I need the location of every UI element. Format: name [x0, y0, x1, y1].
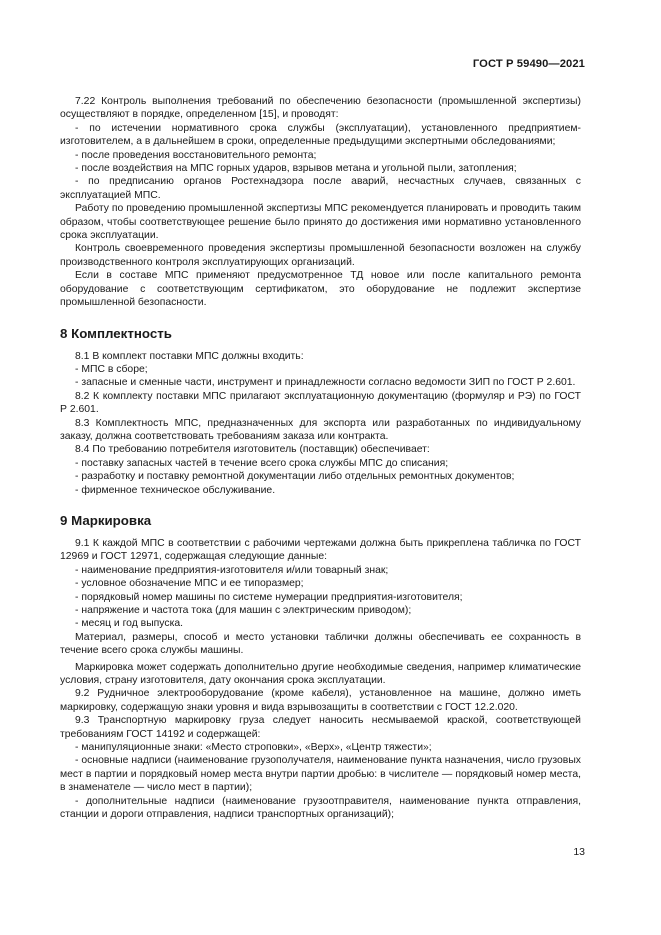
paragraph: 7.22 Контроль выполнения требований по обеспечению безопасности (промышленной экспертизы) осуществляют в порядке, определенном [15], и проводят:: [60, 96, 581, 121]
document-code-header: ГОСТ Р 59490—2021: [472, 58, 585, 70]
paragraph: 9.1 К каждой МПС в соответствии с рабочими чертежами должна быть прикреплена табличка по ГОСТ 12969 и ГОСТ 12971, содержащая следующие данные:: [60, 537, 581, 563]
list-item: - после проведения восстановительного ремонта;: [75, 149, 317, 161]
paragraph: Маркировка может содержать дополнительно другие необходимые сведения, например климатические условия, страну изготовителя, дату окончания срока эксплуатации.: [60, 661, 581, 687]
list-item: - манипуляционные знаки: «Место строповки», «Верх», «Центр тяжести»;: [75, 742, 432, 754]
list-item: - порядковый номер машины по системе нумерации предприятия-изготовителя;: [75, 591, 463, 603]
list-item: - основные надписи (наименование грузополучателя, наименование пункта назначения, число грузовых мест в партии и порядковый номер места внутри партии дробью: в числителе — порядковый номер места, в знаменателе — число мест в партии);: [60, 755, 581, 794]
page-number: 13: [573, 846, 585, 858]
list-item: - МПС в сборе;: [75, 363, 148, 375]
paragraph: 8.1 В комплект поставки МПС должны входить:: [75, 350, 304, 362]
paragraph: 9.3 Транспортную маркировку груза следует наносить несмываемой краской, соответствующей требованиям ГОСТ 14192 и содержащей:: [60, 715, 581, 740]
paragraph: Работу по проведению промышленной экспертизы МПС рекомендуется планировать и проводить таким образом, чтобы соответствующее решение было принято до достижения ими нормативно установленного срока эксплуатации.: [60, 203, 581, 242]
list-item: - поставку запасных частей в течение всего срока службы МПС до списания;: [75, 457, 449, 469]
paragraph: Материал, размеры, способ и место установки таблички должны обеспечивать ее сохранность в течение всего срока службы машины.: [60, 631, 581, 657]
list-item: - после воздействия на МПС горных ударов, взрывов метана и угольной пыли, затопления;: [75, 163, 517, 175]
paragraph: 8.3 Комплектность МПС, предназначенных для экспорта или разработанных по индивидуальному заказу, должна соответствовать требованиям заказа или контракта.: [60, 417, 581, 442]
list-item: - условное обозначение МПС и ее типоразмер;: [75, 578, 304, 590]
list-item: - напряжение и частота тока (для машин с электрическим приводом);: [75, 605, 412, 616]
page-body: [60, 95, 581, 822]
paragraph: 8.4 По требованию потребителя изготовитель (поставщик) обеспечивает:: [75, 444, 430, 456]
list-item: - по предписанию органов Ростехнадзора после аварий, несчастных случаев, связанных с эксплуатацией МПС.: [60, 176, 581, 201]
section-8-heading: 8 Комплектность: [60, 325, 172, 341]
list-item: - месяц и год выпуска.: [75, 618, 184, 630]
section-7-22: [60, 95, 581, 310]
section-9-heading: 9 Маркировка: [60, 512, 152, 528]
list-item: - дополнительные надписи (наименование грузоотправителя, наименование пункта отправления, станции и дороги отправления, надписи транспортных организаций);: [60, 795, 581, 821]
list-item: - запасные и сменные части, инструмент и принадлежности согласно ведомости ЗИП по ГОСТ Р 2.601.: [75, 377, 576, 389]
section-9: [60, 537, 581, 822]
paragraph: Если в составе МПС применяют предусмотренное ТД новое или после капитального ремонта оборудование с соответствующим сертификатом, это оборудование не подлежит экспертизе промышленной безопасности.: [60, 270, 581, 309]
list-item: - фирменное техническое обслуживание.: [75, 484, 276, 496]
list-item: - разработку и поставку ремонтной документации либо отдельных ремонтных документов;: [75, 471, 515, 483]
list-item: - по истечении нормативного срока службы (эксплуатации), установленного предприятием-изготовителем, а в дальнейшем в сроки, определенные предыдущими экспертными обследованиями;: [60, 122, 581, 148]
paragraph: 8.2 К комплекту поставки МПС прилагают эксплуатационную документацию (формуляр и РЭ) по ГОСТ Р 2.601.: [60, 390, 581, 416]
paragraph: Контроль своевременного проведения экспертизы промышленной безопасности возложен на службу производственного контроля эксплуатирующих организаций.: [60, 243, 581, 268]
paragraph: 9.2 Рудничное электрооборудование (кроме кабеля), установленное на машине, должно иметь маркировку, содержащую знаки уровня и вида взрывозащиты в соответствии с ГОСТ 12.2.020.: [60, 688, 581, 713]
list-item: - наименование предприятия-изготовителя и/или товарный знак;: [75, 564, 389, 576]
section-8: [60, 350, 581, 497]
